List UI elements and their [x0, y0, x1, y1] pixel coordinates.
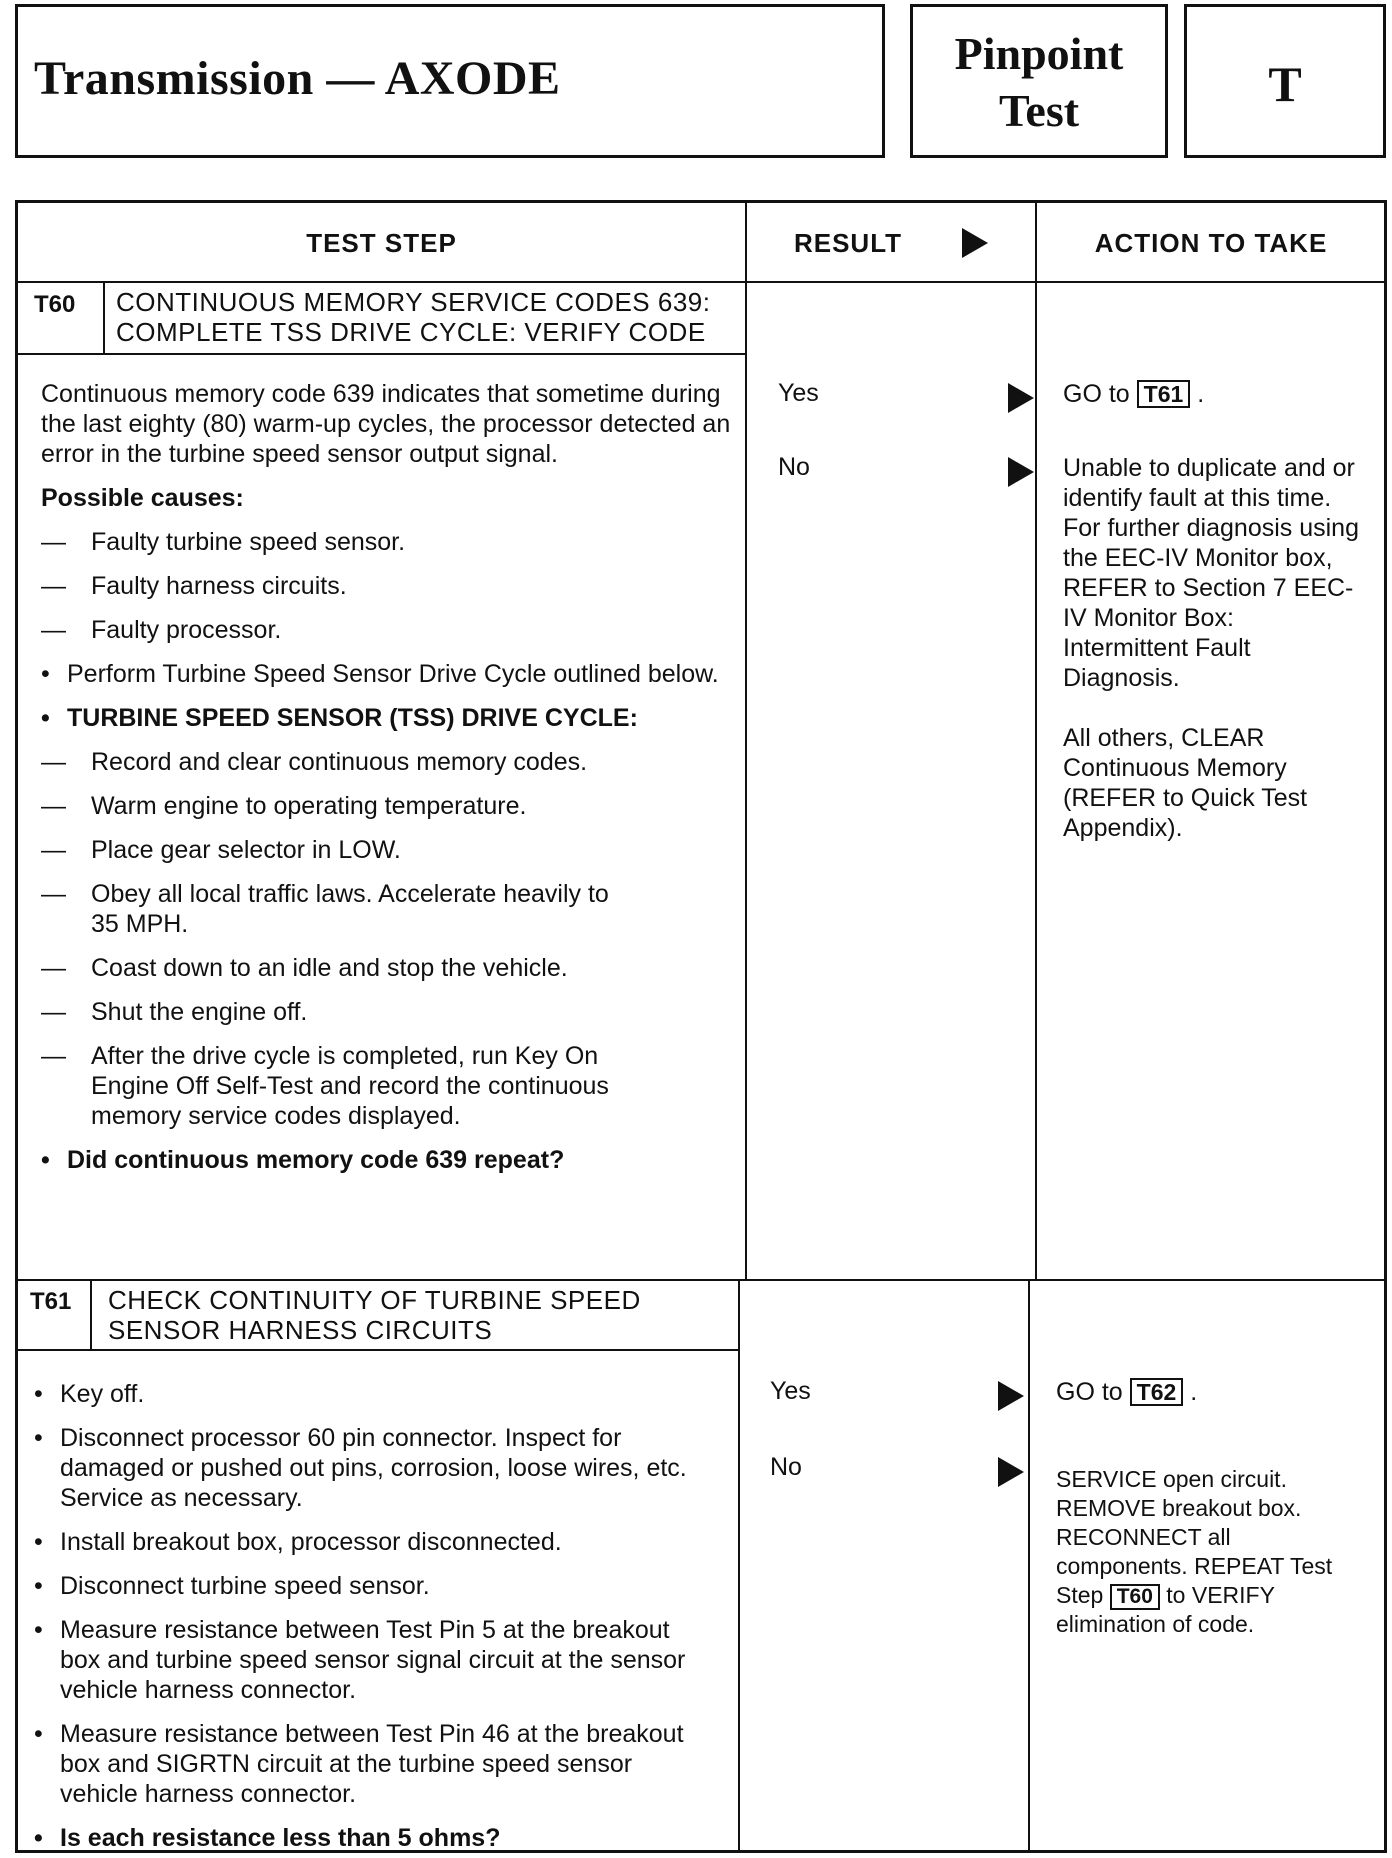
- action-no-t60: [1063, 453, 1363, 843]
- list-item: • Install breakout box, processor disconnected.: [34, 1528, 562, 1556]
- action-text: SERVICE open circuit. REMOVE breakout box. RECONNECT all components. REPEAT Test Step: [1056, 1466, 1333, 1608]
- step-ref-t62[interactable]: T62: [1130, 1378, 1184, 1406]
- result-yes-t60: Yes: [778, 379, 819, 407]
- pinpoint-line1: Pinpoint: [954, 28, 1124, 79]
- column-divider: [1035, 203, 1037, 1281]
- list-item: — Faulty harness circuits.: [41, 572, 347, 600]
- list-item: • Disconnect turbine speed sensor.: [34, 1572, 430, 1600]
- section-letter: T: [1268, 56, 1302, 112]
- step-title-line: CHECK CONTINUITY OF TURBINE SPEED: [108, 1285, 641, 1315]
- list-item: — Faulty processor.: [41, 616, 282, 644]
- result-no-t60: No: [778, 453, 810, 481]
- arrow-right-icon: [1008, 457, 1034, 487]
- causes-heading: Possible causes:: [41, 484, 244, 512]
- list-item: — Shut the engine off.: [41, 998, 308, 1026]
- action-no-t61: [1056, 1465, 1346, 1639]
- step-ref-t61[interactable]: T61: [1137, 380, 1191, 408]
- column-divider: [738, 1281, 740, 1851]
- step-title-divider: [18, 353, 747, 355]
- list-item: • Disconnect processor 60 pin connector. Inspect for damaged or pushed out pins, corrosion, loose wires, etc. Service as necessary.: [34, 1424, 687, 1512]
- step-ref-t60[interactable]: T60: [1110, 1584, 1160, 1610]
- pinpoint-line2: Test: [998, 85, 1080, 136]
- list-item: — After the drive cycle is completed, run Key On Engine Off Self-Test and record the continuous memory service codes displayed.: [41, 1042, 609, 1130]
- arrow-right-icon: [962, 228, 988, 258]
- list-item: • Key off.: [34, 1380, 145, 1408]
- col-header-result: [747, 203, 1035, 283]
- action-text: GO to: [1063, 380, 1130, 408]
- list-item: • Measure resistance between Test Pin 46 at the breakout box and SIGRTN circuit at the turbine speed sensor vehicle harness connector.: [34, 1720, 684, 1808]
- page-title: Transmission — AXODE: [34, 52, 561, 105]
- title-box: [15, 4, 885, 158]
- arrow-right-icon: [1008, 383, 1034, 413]
- column-divider: [1028, 1281, 1030, 1851]
- column-divider: [745, 203, 747, 1281]
- action-text: Unable to duplicate and or identify fault at this time. For further diagnosis using the EEC-IV Monitor box, REFER to Section 7 EEC-IV Monitor Box: Intermittent Fault Diagnosis.: [1063, 454, 1359, 692]
- action-text: All others, CLEAR Continuous Memory (REFER to Quick Test Appendix).: [1063, 724, 1308, 842]
- list-item: — Warm engine to operating temperature.: [41, 792, 527, 820]
- action-yes-t60: GO to T61 .: [1063, 380, 1205, 408]
- section-box: [1184, 4, 1386, 158]
- step-id-t60: T60: [34, 291, 76, 318]
- pinpoint-label: [913, 25, 1165, 139]
- arrow-right-icon: [998, 1381, 1024, 1411]
- drive-cycle-heading: • TURBINE SPEED SENSOR (TSS) DRIVE CYCLE:: [41, 704, 638, 732]
- step-body-t60: [41, 379, 731, 1175]
- step-title-line: SENSOR HARNESS CIRCUITS: [108, 1315, 493, 1345]
- action-text: to VERIFY elimination of code.: [1056, 1582, 1275, 1637]
- list-item: — Record and clear continuous memory codes.: [41, 748, 588, 776]
- result-no-t61: No: [770, 1453, 802, 1481]
- list-item: — Faulty turbine speed sensor.: [41, 528, 406, 556]
- list-item: • Measure resistance between Test Pin 5 at the breakout box and turbine speed sensor signal circuit at the sensor vehicle harness connector.: [34, 1616, 686, 1704]
- result-yes-t61: Yes: [770, 1377, 811, 1405]
- step-title-line: CONTINUOUS MEMORY SERVICE CODES 639:: [116, 287, 711, 317]
- result-header-label: RESULT: [793, 227, 903, 258]
- col-header-action: ACTION TO TAKE: [1094, 227, 1328, 258]
- list-item: — Coast down to an idle and stop the vehicle.: [41, 954, 568, 982]
- step-title-t60: [116, 287, 710, 347]
- intro-text: Continuous memory code 639 indicates that sometime during the last eighty (80) warm-up cycles, the processor detected an error in the turbine speed sensor output signal.: [41, 380, 731, 468]
- pinpoint-box: [910, 4, 1168, 158]
- action-yes-t61: GO to T62 .: [1056, 1378, 1198, 1406]
- header-divider: [18, 281, 1385, 283]
- step-id-divider: [103, 283, 105, 355]
- test-table: [15, 200, 1387, 1853]
- list-item: — Place gear selector in LOW.: [41, 836, 401, 864]
- step-title-line: COMPLETE TSS DRIVE CYCLE: VERIFY CODE: [116, 317, 706, 347]
- step-id-t61: T61: [30, 1288, 72, 1315]
- question-t60: • Did continuous memory code 639 repeat?: [41, 1146, 565, 1174]
- list-item: • Perform Turbine Speed Sensor Drive Cycle outlined below.: [41, 660, 719, 688]
- col-header-test-step: TEST STEP: [306, 227, 457, 258]
- action-text: GO to: [1056, 1378, 1123, 1406]
- step-body-t61: [34, 1379, 724, 1853]
- question-t61: • Is each resistance less than 5 ohms?: [34, 1824, 501, 1852]
- list-item: — Obey all local traffic laws. Accelerate heavily to 35 MPH.: [41, 880, 609, 938]
- arrow-right-icon: [998, 1457, 1024, 1487]
- step-id-divider: [90, 1281, 92, 1351]
- step-title-divider: [18, 1349, 740, 1351]
- step-title-t61: [108, 1285, 641, 1345]
- step-divider: [18, 1279, 1385, 1281]
